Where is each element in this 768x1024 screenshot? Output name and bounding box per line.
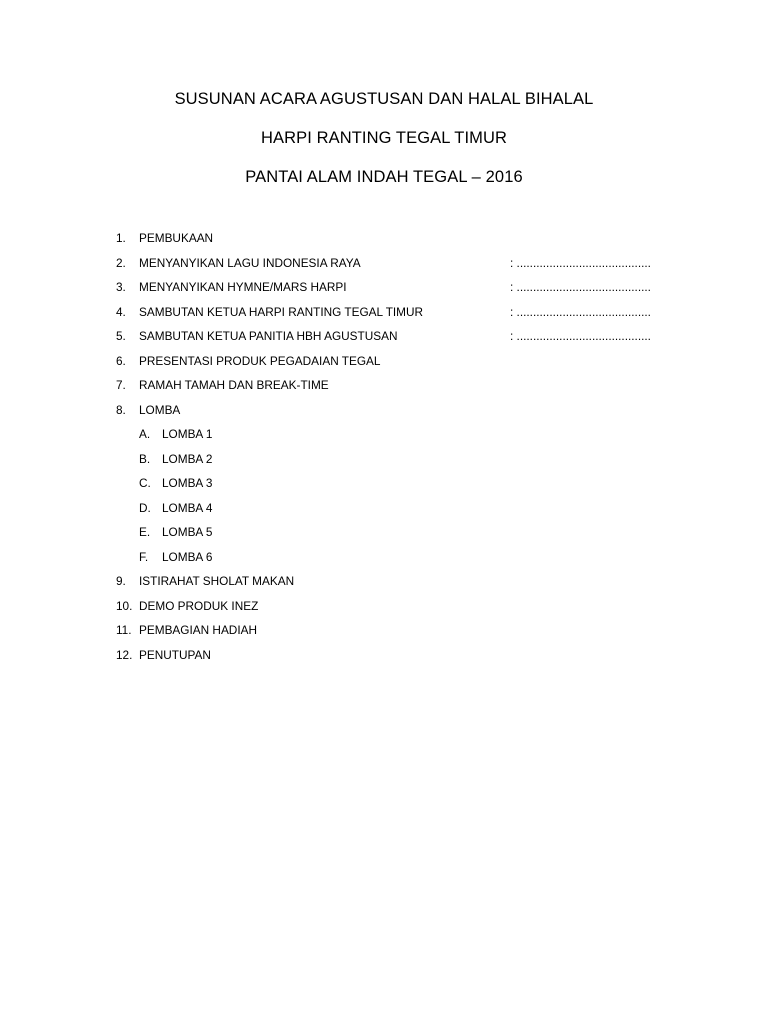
lomba-subitem [0,424,768,449]
agenda-item-number: 8. [116,402,126,417]
agenda-item-number: 7. [116,378,126,392]
agenda-item [0,253,768,278]
agenda-item [0,277,768,302]
lomba-subitem-text: LOMBA 1 [162,427,213,441]
agenda-item-number: 12. [116,647,133,662]
agenda-item-fill-line: : ......................................... [510,304,651,319]
lomba-subitem [0,449,768,474]
lomba-subitem [0,473,768,498]
agenda-item-text: RAMAH TAMAH DAN BREAK-TIME [139,378,329,392]
lomba-subitem [0,547,768,572]
lomba-subitem-letter: E. [139,525,151,539]
lomba-subitem-letter: C. [139,476,151,490]
lomba-subitem-text: LOMBA 4 [162,500,213,515]
lomba-subitem-text: LOMBA 3 [162,476,213,490]
title-line-3: PANTAI ALAM INDAH TEGAL – 2016 [245,168,523,186]
agenda-item-text: MENYANYIKAN LAGU INDONESIA RAYA [139,255,361,270]
agenda-item [0,326,768,351]
agenda-item [0,228,768,253]
agenda-list [0,228,768,669]
lomba-subitem-text: LOMBA 5 [162,525,213,539]
lomba-subitem-letter: A. [139,427,151,441]
document-header [0,89,768,206]
agenda-item-text: LOMBA [139,402,181,417]
lomba-subitem-letter: D. [139,500,151,515]
title-line-2: HARPI RANTING TEGAL TIMUR [260,129,508,147]
agenda-item-number: 9. [116,574,126,588]
agenda-item-fill-line: : ......................................... [510,280,651,294]
agenda-item [0,400,768,425]
agenda-item-text: MENYANYIKAN HYMNE/MARS HARPI [139,280,347,294]
agenda-item-number: 10. [116,598,133,613]
agenda-item-number: 1. [116,231,126,245]
lomba-subitem-text: LOMBA 2 [162,451,213,466]
title-line-1: SUSUNAN ACARA AGUSTUSAN DAN HALAL BIHALAL [174,90,594,108]
agenda-item [0,302,768,327]
agenda-item-number: 2. [116,255,126,270]
agenda-item [0,596,768,621]
agenda-item-text: PRESENTASI PRODUK PEGADAIAN TEGAL [139,353,381,368]
agenda-item-text: DEMO PRODUK INEZ [139,598,259,613]
agenda-item [0,351,768,376]
agenda-item [0,620,768,645]
agenda-item-number: 4. [116,304,126,319]
lomba-subitem-text: LOMBA 6 [162,549,213,564]
agenda-item-fill-line: : ......................................... [510,255,651,270]
agenda-item-text: PEMBUKAAN [139,231,214,245]
agenda-item-number: 3. [116,280,126,294]
agenda-item [0,571,768,596]
lomba-subitem-letter: B. [139,451,151,466]
agenda-item [0,645,768,670]
agenda-item-text: SAMBUTAN KETUA HARPI RANTING TEGAL TIMUR [139,304,424,319]
agenda-item-number: 5. [116,329,126,343]
agenda-item-number: 11. [116,623,132,637]
agenda-item-text: ISTIRAHAT SHOLAT MAKAN [139,574,295,588]
agenda-item-number: 6. [116,353,126,368]
agenda-item-fill-line: : ......................................... [510,329,651,343]
agenda-item-text: SAMBUTAN KETUA PANITIA HBH AGUSTUSAN [139,329,398,343]
agenda-item-text: PENUTUPAN [139,647,211,662]
lomba-subitem [0,522,768,547]
lomba-subitem-letter: F. [139,549,149,564]
agenda-item [0,375,768,400]
lomba-subitem [0,498,768,523]
agenda-item-text: PEMBAGIAN HADIAH [139,623,257,637]
